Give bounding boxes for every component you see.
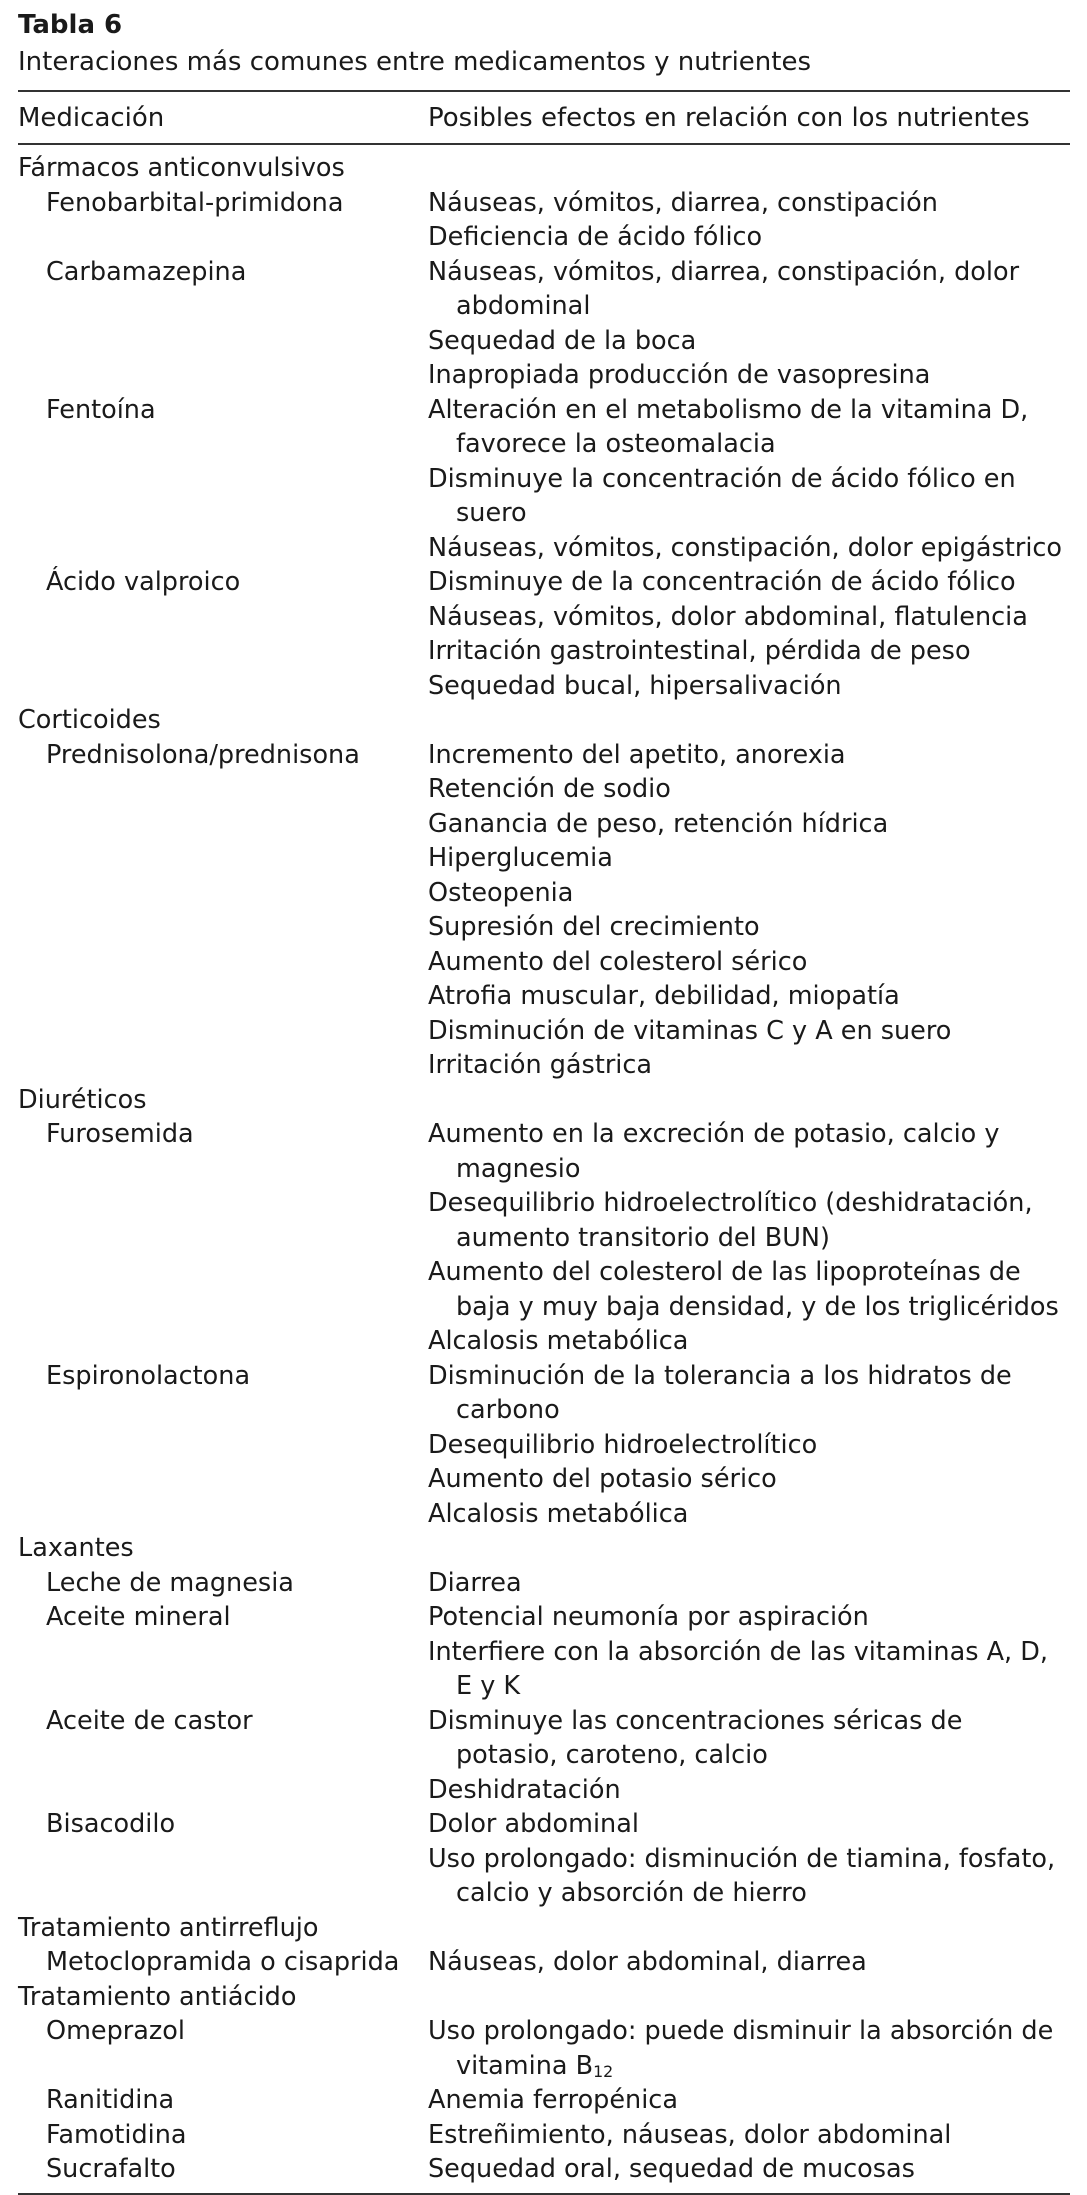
- effect-item: Náuseas, dolor abdominal, diarrea: [428, 1947, 867, 1977]
- table-row: [18, 2083, 1070, 2118]
- effect-item: Irritación gastrointestinal, pérdida de peso: [428, 636, 971, 666]
- table-caption: Interaciones más comunes entre medicamentos y nutrientes: [18, 47, 811, 77]
- drug-name: Ranitidina: [46, 2085, 175, 2115]
- effects-cell: [428, 2118, 1070, 2153]
- drug-name: Aceite mineral: [46, 1602, 231, 1632]
- effect-text: Uso prolongado: puede disminuir la absorción de vitamina B: [428, 2016, 1054, 2081]
- group-heading: Corticoides: [18, 705, 161, 735]
- effect-item: Irritación gástrica: [428, 1050, 653, 1080]
- effect-item: Disminuye la concentración de ácido fólico en suero: [428, 463, 1016, 528]
- drug-name: Carbamazepina: [46, 256, 247, 287]
- group-heading: Tratamiento antirreflujo: [18, 1912, 319, 1943]
- effect-item: Disminuye las concentraciones séricas de potasio, caroteno, calcio: [428, 1705, 963, 1770]
- effect-item: Estreñimiento, náuseas, dolor abdominal: [428, 2119, 952, 2150]
- drug-name: Famotidina: [46, 2119, 187, 2150]
- effects-cell: [428, 738, 1070, 1083]
- effect-item: Alcalosis metabólica: [428, 1326, 689, 1356]
- effect-item: Sequedad oral, sequedad de mucosas: [428, 2154, 915, 2184]
- table-row: [18, 1566, 1070, 1601]
- effect-item: Disminución de la tolerancia a los hidratos de carbono: [428, 1360, 1012, 1425]
- group-heading: Laxantes: [18, 1533, 134, 1563]
- table-row: [18, 1807, 1070, 1911]
- effect-item: Alteración en el metabolismo de la vitamina D, favorece la osteomalacia: [428, 394, 1029, 459]
- effects-cell: [428, 255, 1070, 393]
- table-row: [18, 738, 1070, 1083]
- effects-cell: [428, 1359, 1070, 1532]
- group-heading: Diuréticos: [18, 1084, 147, 1115]
- effect-item: Inapropiada producción de vasopresina: [428, 360, 931, 390]
- effect-item: Hiperglucemia: [428, 843, 613, 873]
- drug-name: Espironolactona: [46, 1360, 251, 1391]
- effect-item: Potencial neumonía por aspiración: [428, 1602, 869, 1632]
- effect-item: Alcalosis metabólica: [428, 1498, 689, 1529]
- effects-cell: [428, 2083, 1070, 2118]
- effect-item: Deshidratación: [428, 1774, 621, 1805]
- effect-item: Náuseas, vómitos, constipación, dolor epigástrico: [428, 532, 1063, 563]
- table-row: [18, 2152, 1070, 2187]
- drug-name: Aceite de castor: [46, 1705, 253, 1736]
- drug-name: Fenobarbital-primidona: [46, 187, 344, 218]
- effect-item: Aumento en la excreción de potasio, calcio y magnesio: [428, 1119, 1000, 1184]
- drug-name: Omeprazol: [46, 2016, 185, 2046]
- effects-cell: [428, 186, 1070, 255]
- effect-item: Náuseas, vómitos, diarrea, constipación, dolor abdominal: [428, 256, 1020, 321]
- effects-cell: [428, 1566, 1070, 1601]
- table-body: [18, 145, 1070, 2187]
- effect-item: Retención de sodio: [428, 774, 671, 804]
- header-effects: Posibles efectos en relación con los nutrientes: [428, 102, 1030, 133]
- drug-name: Ácido valproico: [46, 567, 241, 597]
- effect-item: Aumento del colesterol de las lipoproteínas de baja y muy baja densidad, y de los triglicéridos: [428, 1257, 1059, 1322]
- effect-item: Sequedad bucal, hipersalivación: [428, 670, 842, 701]
- group-heading: Tratamiento antiácido: [18, 1981, 297, 2012]
- table-row: [18, 1117, 1070, 1359]
- effects-cell: [428, 393, 1070, 566]
- effects-cell: [428, 1117, 1070, 1359]
- table-row: [18, 565, 1070, 703]
- table-row: [18, 1359, 1070, 1532]
- table-row: [18, 393, 1070, 566]
- table-row: [18, 186, 1070, 255]
- effects-cell: [428, 2152, 1070, 2187]
- effects-cell: [428, 565, 1070, 703]
- effect-item: Náuseas, vómitos, diarrea, constipación: [428, 187, 938, 218]
- drug-name: Sucrafalto: [46, 2154, 176, 2184]
- effects-cell: [428, 1945, 1070, 1980]
- effect-item: Atrofia muscular, debilidad, miopatía: [428, 981, 900, 1011]
- drug-name: Leche de magnesia: [46, 1567, 294, 1598]
- effects-cell: [428, 1807, 1070, 1911]
- effect-item: Sequedad de la boca: [428, 325, 697, 356]
- drug-name: Prednisolona/prednisona: [46, 739, 360, 770]
- effects-cell: [428, 1704, 1070, 1808]
- effect-item: Anemia ferropénica: [428, 2085, 678, 2115]
- drug-name: Bisacodilo: [46, 1809, 176, 1839]
- table-row: [18, 1704, 1070, 1808]
- table-bottom-rule: [18, 2193, 1070, 2195]
- table-label: Tabla 6: [18, 10, 123, 40]
- effect-item: Diarrea: [428, 1567, 522, 1598]
- effect-item: Supresión del crecimiento: [428, 912, 760, 942]
- table-row: [18, 1945, 1070, 1980]
- drug-name: Metoclopramida o cisaprida: [46, 1947, 400, 1977]
- table-row: [18, 1600, 1070, 1704]
- table-row: [18, 255, 1070, 393]
- group-heading: Fármacos anticonvulsivos: [18, 153, 345, 183]
- effects-cell: [428, 2014, 1070, 2083]
- effect-item: Dolor abdominal: [428, 1809, 639, 1839]
- effect-item: Osteopenia: [428, 877, 574, 908]
- effect-item: Disminución de vitaminas C y A en suero: [428, 1015, 952, 1046]
- effect-item: Náuseas, vómitos, dolor abdominal, flatulencia: [428, 601, 1028, 632]
- table-header-row: [18, 92, 1070, 145]
- effect-item: Uso prolongado: disminución de tiamina, fosfato, calcio y absorción de hierro: [428, 1843, 1056, 1908]
- effect-item: Aumento del colesterol sérico: [428, 946, 808, 977]
- effect-item: Disminuye de la concentración de ácido fólico: [428, 567, 1016, 597]
- effect-item: Interfiere con la absorción de las vitaminas A, D, E y K: [428, 1636, 1049, 1701]
- effect-subscript: 12: [593, 2061, 614, 2081]
- table-row: [18, 2014, 1070, 2083]
- effects-cell: [428, 1600, 1070, 1704]
- effect-item: Ganancia de peso, retención hídrica: [428, 808, 889, 839]
- effect-item: Desequilibrio hidroelectrolítico: [428, 1429, 818, 1460]
- table-row: [18, 2118, 1070, 2153]
- effect-item: Aumento del potasio sérico: [428, 1464, 777, 1494]
- effect-item: [428, 2014, 1070, 2083]
- drug-name: Furosemida: [46, 1119, 194, 1149]
- effect-item: Incremento del apetito, anorexia: [428, 739, 846, 770]
- drug-name: Fentoína: [46, 394, 156, 425]
- header-medication: Medicación: [18, 102, 165, 133]
- effect-item: Deficiencia de ácido fólico: [428, 222, 763, 252]
- effect-item: Desequilibrio hidroelectrolítico (deshidratación, aumento transitorio del BUN): [428, 1188, 1033, 1253]
